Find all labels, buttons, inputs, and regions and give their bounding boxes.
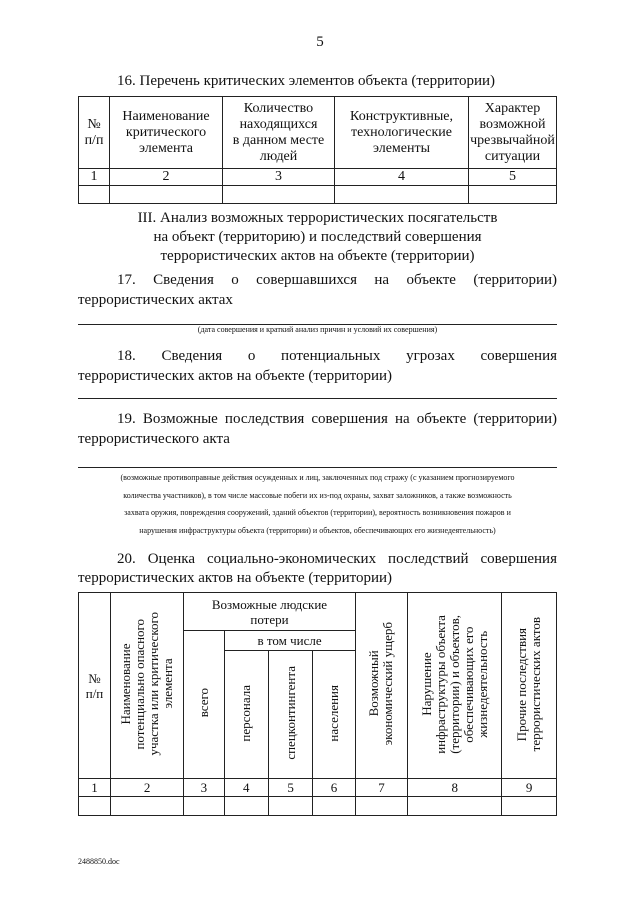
- header-people-count: Количество находящихся в данном месте людей: [223, 97, 335, 169]
- caption-line: нарушения инфраструктуры объекта (территории) и объектов, обеспечивающих его жизнедеятельность): [139, 525, 496, 535]
- caption-line: количества участников), в том числе массовые побеги их из-под охраны, захват заложников, а также возможность: [123, 490, 512, 500]
- empty-cell: [79, 797, 111, 816]
- item-17-caption: (дата совершения и краткий анализ причин и условий их совершения): [197, 325, 438, 334]
- empty-cell: [79, 186, 110, 204]
- consequences-table: [78, 592, 557, 816]
- empty-cell: [408, 797, 502, 816]
- empty-cell: [268, 797, 312, 816]
- header-num: № п/п: [79, 97, 110, 169]
- table-row: [79, 797, 557, 816]
- empty-cell: [313, 797, 355, 816]
- fill-line: [78, 398, 557, 399]
- header-human-losses: Возможные людские потери: [184, 593, 355, 631]
- col-number: 1: [79, 779, 111, 797]
- col-number: 7: [355, 779, 408, 797]
- col-number: 9: [502, 779, 557, 797]
- col-number: 2: [110, 169, 223, 186]
- header-population: населения: [313, 651, 355, 779]
- caption-line: (возможные противоправные действия осужденных и лиц, заключенных под стражу (с указанием прогнозируемого: [120, 473, 515, 482]
- document-id: 2488850.doc: [78, 857, 120, 866]
- empty-cell: [110, 186, 223, 204]
- col-number: 3: [184, 779, 224, 797]
- col-number: 5: [268, 779, 312, 797]
- header-infrastructure: Нарушение инфраструктуры объекта (территории) и объектов, обеспечивающих его жизнедеятельность: [408, 593, 502, 779]
- col-number: 2: [111, 779, 184, 797]
- item-17-line2: террористических актах: [78, 292, 233, 308]
- section-16-title: 16. Перечень критических элементов объекта (территории): [117, 73, 496, 89]
- item-17-line1: 17. Сведения о совершавшихся на объекте (территории): [117, 272, 557, 288]
- section-3-heading-line: на объект (территорию) и последствий совершения: [153, 229, 482, 245]
- empty-cell: [224, 797, 268, 816]
- empty-cell: [223, 186, 335, 204]
- section-3-heading-line: III. Анализ возможных террористических посягательств: [137, 210, 498, 226]
- item-18-line1: 18. Сведения о потенциальных угрозах совершения: [117, 348, 557, 364]
- header-emergency-type: Характер возможной чрезвычайной ситуации: [469, 97, 557, 169]
- header-staff: персонала: [224, 651, 268, 779]
- table-header-row: [79, 97, 557, 169]
- header-economic-damage: Возможный экономический ущерб: [355, 593, 408, 779]
- item-18-line2: террористических актов на объекте (территории): [78, 368, 393, 384]
- header-element-name: Наименование критического элемента: [110, 97, 223, 169]
- section-3-heading-line: террористических актов на объекте (территории): [160, 248, 475, 264]
- section-3-heading: [78, 209, 557, 266]
- empty-cell: [184, 797, 224, 816]
- col-number: 4: [224, 779, 268, 797]
- item-19-line2: террористического акта: [78, 431, 230, 447]
- table-number-row: [79, 169, 557, 186]
- header-other-consequences: Прочие последствия террористических актов: [502, 593, 557, 779]
- header-num: № п/п: [79, 593, 111, 779]
- header-including: в том числе: [224, 631, 355, 651]
- empty-cell: [111, 797, 184, 816]
- col-number: 3: [223, 169, 335, 186]
- header-structural-elements: Конструктивные, технологические элементы: [335, 97, 469, 169]
- fill-line: [78, 467, 557, 468]
- col-number: 1: [79, 169, 110, 186]
- table-number-row: [79, 779, 557, 797]
- section-20-line2: террористических актов на объекте (территории): [78, 570, 393, 586]
- col-number: 6: [313, 779, 355, 797]
- empty-cell: [335, 186, 469, 204]
- section-20-line1: 20. Оценка социально-экономических последствий совершения: [117, 551, 557, 567]
- col-number: 4: [335, 169, 469, 186]
- empty-cell: [502, 797, 557, 816]
- header-name: Наименование потенциально опасного участка или критического элемента: [111, 593, 184, 779]
- empty-cell: [355, 797, 408, 816]
- col-number: 5: [469, 169, 557, 186]
- item-19-caption: [78, 469, 557, 539]
- critical-elements-table: [78, 96, 557, 204]
- item-19-line1: 19. Возможные последствия совершения на объекте (территории): [117, 411, 557, 427]
- table-row: [79, 186, 557, 204]
- header-total: всего: [184, 631, 224, 779]
- empty-cell: [469, 186, 557, 204]
- page-number: 5: [316, 34, 324, 50]
- col-number: 8: [408, 779, 502, 797]
- header-special-contingent: спецконтингента: [268, 651, 312, 779]
- caption-line: захвата оружия, повреждения сооружений, зданий объектов (территории), вероятность возникновения пожаров и: [124, 508, 511, 517]
